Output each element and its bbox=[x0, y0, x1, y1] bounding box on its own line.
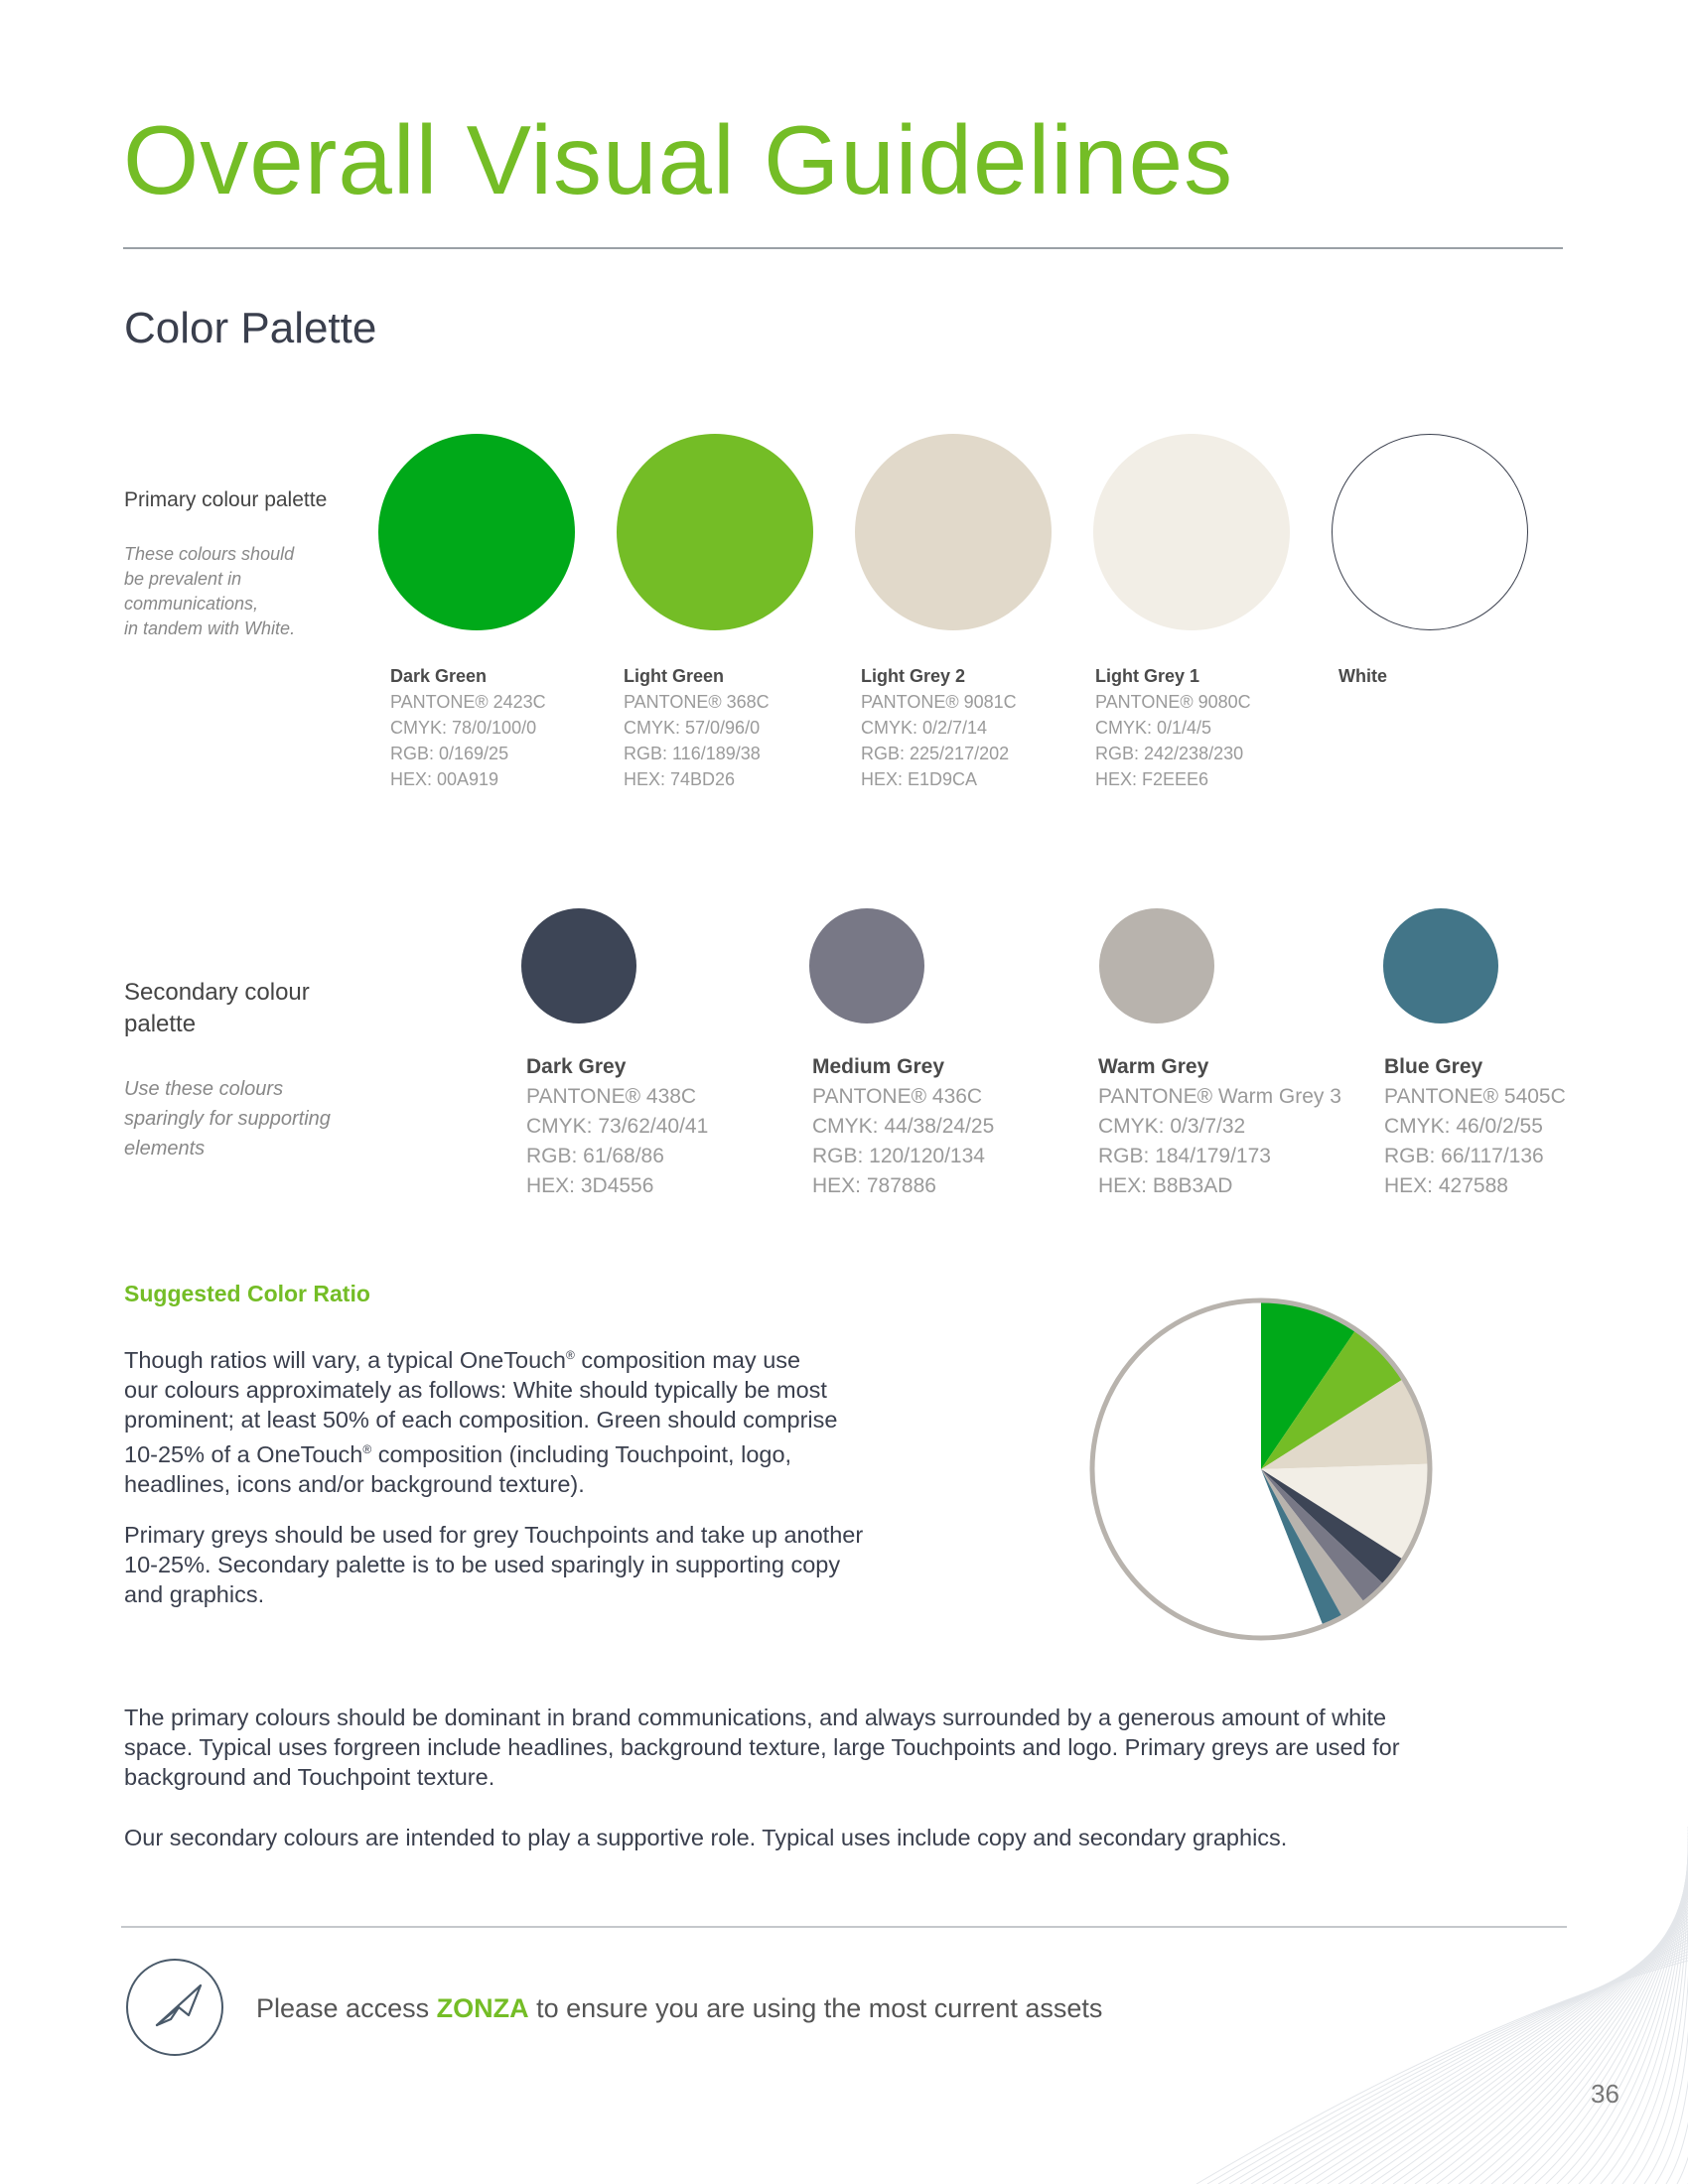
swatch-info-white: White bbox=[1338, 666, 1387, 686]
body-paragraph-1: The primary colours should be dominant in brand communications, and always surrounded by a generous amount of white space. Typical uses forgreen include headlines, background texture, large Touchpoints and logo. Primary greys are used for background and Touchpoint texture. bbox=[124, 1705, 1400, 1790]
decorative-line bbox=[1448, 1892, 1688, 2184]
swatch-info-blue-grey: Blue Grey PANTONE® 5405C CMYK: 46/0/2/55 RGB: 66/117/136 HEX: 427588 bbox=[1384, 1055, 1566, 1197]
primary-palette-title: Primary colour palette bbox=[124, 488, 328, 511]
color-ratio-pie-chart bbox=[1082, 1291, 1440, 1648]
swatch-info-light-green: Light Green PANTONE® 368C CMYK: 57/0/96/0 RGB: 116/189/38 HEX: 74BD26 bbox=[624, 666, 770, 789]
decorative-line bbox=[1601, 1850, 1688, 2184]
decorative-line bbox=[1437, 1895, 1688, 2184]
swatch-warm-grey bbox=[1099, 908, 1214, 1024]
page-title: Overall Visual Guidelines bbox=[123, 105, 1234, 214]
arrow-cursor-icon bbox=[123, 1956, 226, 2059]
swatch-info-light-grey-2: Light Grey 2 PANTONE® 9081C CMYK: 0/2/7/14 RGB: 225/217/202 HEX: E1D9CA bbox=[861, 666, 1017, 789]
title-divider bbox=[123, 247, 1563, 249]
secondary-palette-note: Use these colours sparingly for supporting elements bbox=[124, 1078, 331, 1160]
decorative-line bbox=[1360, 1916, 1688, 2184]
swatch-dark-green bbox=[378, 434, 575, 630]
decorative-line bbox=[1240, 1949, 1688, 2184]
ratio-paragraph-2: Primary greys should be used for grey Touchpoints and take up another 10-25%. Secondary palette is to be used sparingly in supporting copy and graphics. bbox=[124, 1522, 864, 1607]
swatch-medium-grey bbox=[809, 908, 924, 1024]
decorative-line bbox=[1655, 1836, 1688, 2184]
swatch-info-warm-grey: Warm Grey PANTONE® Warm Grey 3 CMYK: 0/3/7/32 RGB: 184/179/173 HEX: B8B3AD bbox=[1098, 1055, 1341, 1197]
section-title: Color Palette bbox=[124, 304, 377, 352]
ratio-heading: Suggested Color Ratio bbox=[124, 1281, 370, 1306]
swatch-dark-grey bbox=[521, 908, 636, 1024]
decorative-line bbox=[1568, 1859, 1688, 2184]
secondary-palette-title: Secondary colour palette bbox=[124, 979, 310, 1037]
zonza-link[interactable]: ZONZA bbox=[436, 1993, 529, 2023]
swatch-light-grey-2 bbox=[855, 434, 1052, 630]
swatch-blue-grey bbox=[1383, 908, 1498, 1024]
body-paragraph-2: Our secondary colours are intended to play a supportive role. Typical uses include copy and secondary graphics. bbox=[124, 1825, 1288, 1850]
decorative-line bbox=[1513, 1874, 1688, 2184]
decorative-line-pattern bbox=[1192, 1767, 1688, 2184]
decorative-line bbox=[1306, 1931, 1688, 2184]
swatch-info-medium-grey: Medium Grey PANTONE® 436C CMYK: 44/38/24/25 RGB: 120/120/134 HEX: 787886 bbox=[812, 1055, 995, 1197]
decorative-line bbox=[1590, 1853, 1688, 2184]
decorative-line bbox=[1328, 1925, 1688, 2184]
decorative-line bbox=[1415, 1901, 1688, 2184]
swatch-info-dark-grey: Dark Grey PANTONE® 438C CMYK: 73/62/40/41 RGB: 61/68/86 HEX: 3D4556 bbox=[526, 1055, 709, 1197]
swatch-info-dark-green: Dark Green PANTONE® 2423C CMYK: 78/0/100/0 RGB: 0/169/25 HEX: 00A919 bbox=[390, 666, 546, 789]
swatch-info-light-grey-1: Light Grey 1 PANTONE® 9080C CMYK: 0/1/4/5 RGB: 242/238/230 HEX: F2EEE6 bbox=[1095, 666, 1251, 789]
primary-palette-note: These colours should be prevalent in communications, in tandem with White. bbox=[124, 544, 296, 638]
swatch-white bbox=[1332, 434, 1528, 630]
decorative-line bbox=[1535, 1868, 1688, 2184]
decorative-line bbox=[1612, 1847, 1688, 2184]
ratio-paragraph-1: Though ratios will vary, a typical OneTouch® composition may use our colours approximately as follows: White should typically be most prominent; at least 50% of each composition. Green should comprise 10-25% of a OneTouch® composition (including Touchpoint, logo, headlines, icons and/or background texture). bbox=[124, 1346, 838, 1497]
swatch-light-grey-1 bbox=[1093, 434, 1290, 630]
decorative-line bbox=[1382, 1910, 1688, 2184]
footer-message: Please access ZONZA to ensure you are using the most current assets bbox=[256, 1993, 1103, 2023]
footer-divider bbox=[121, 1926, 1567, 1928]
decorative-line bbox=[1622, 1844, 1688, 2184]
swatch-light-green bbox=[617, 434, 813, 630]
page-number: 36 bbox=[1591, 2079, 1619, 2109]
